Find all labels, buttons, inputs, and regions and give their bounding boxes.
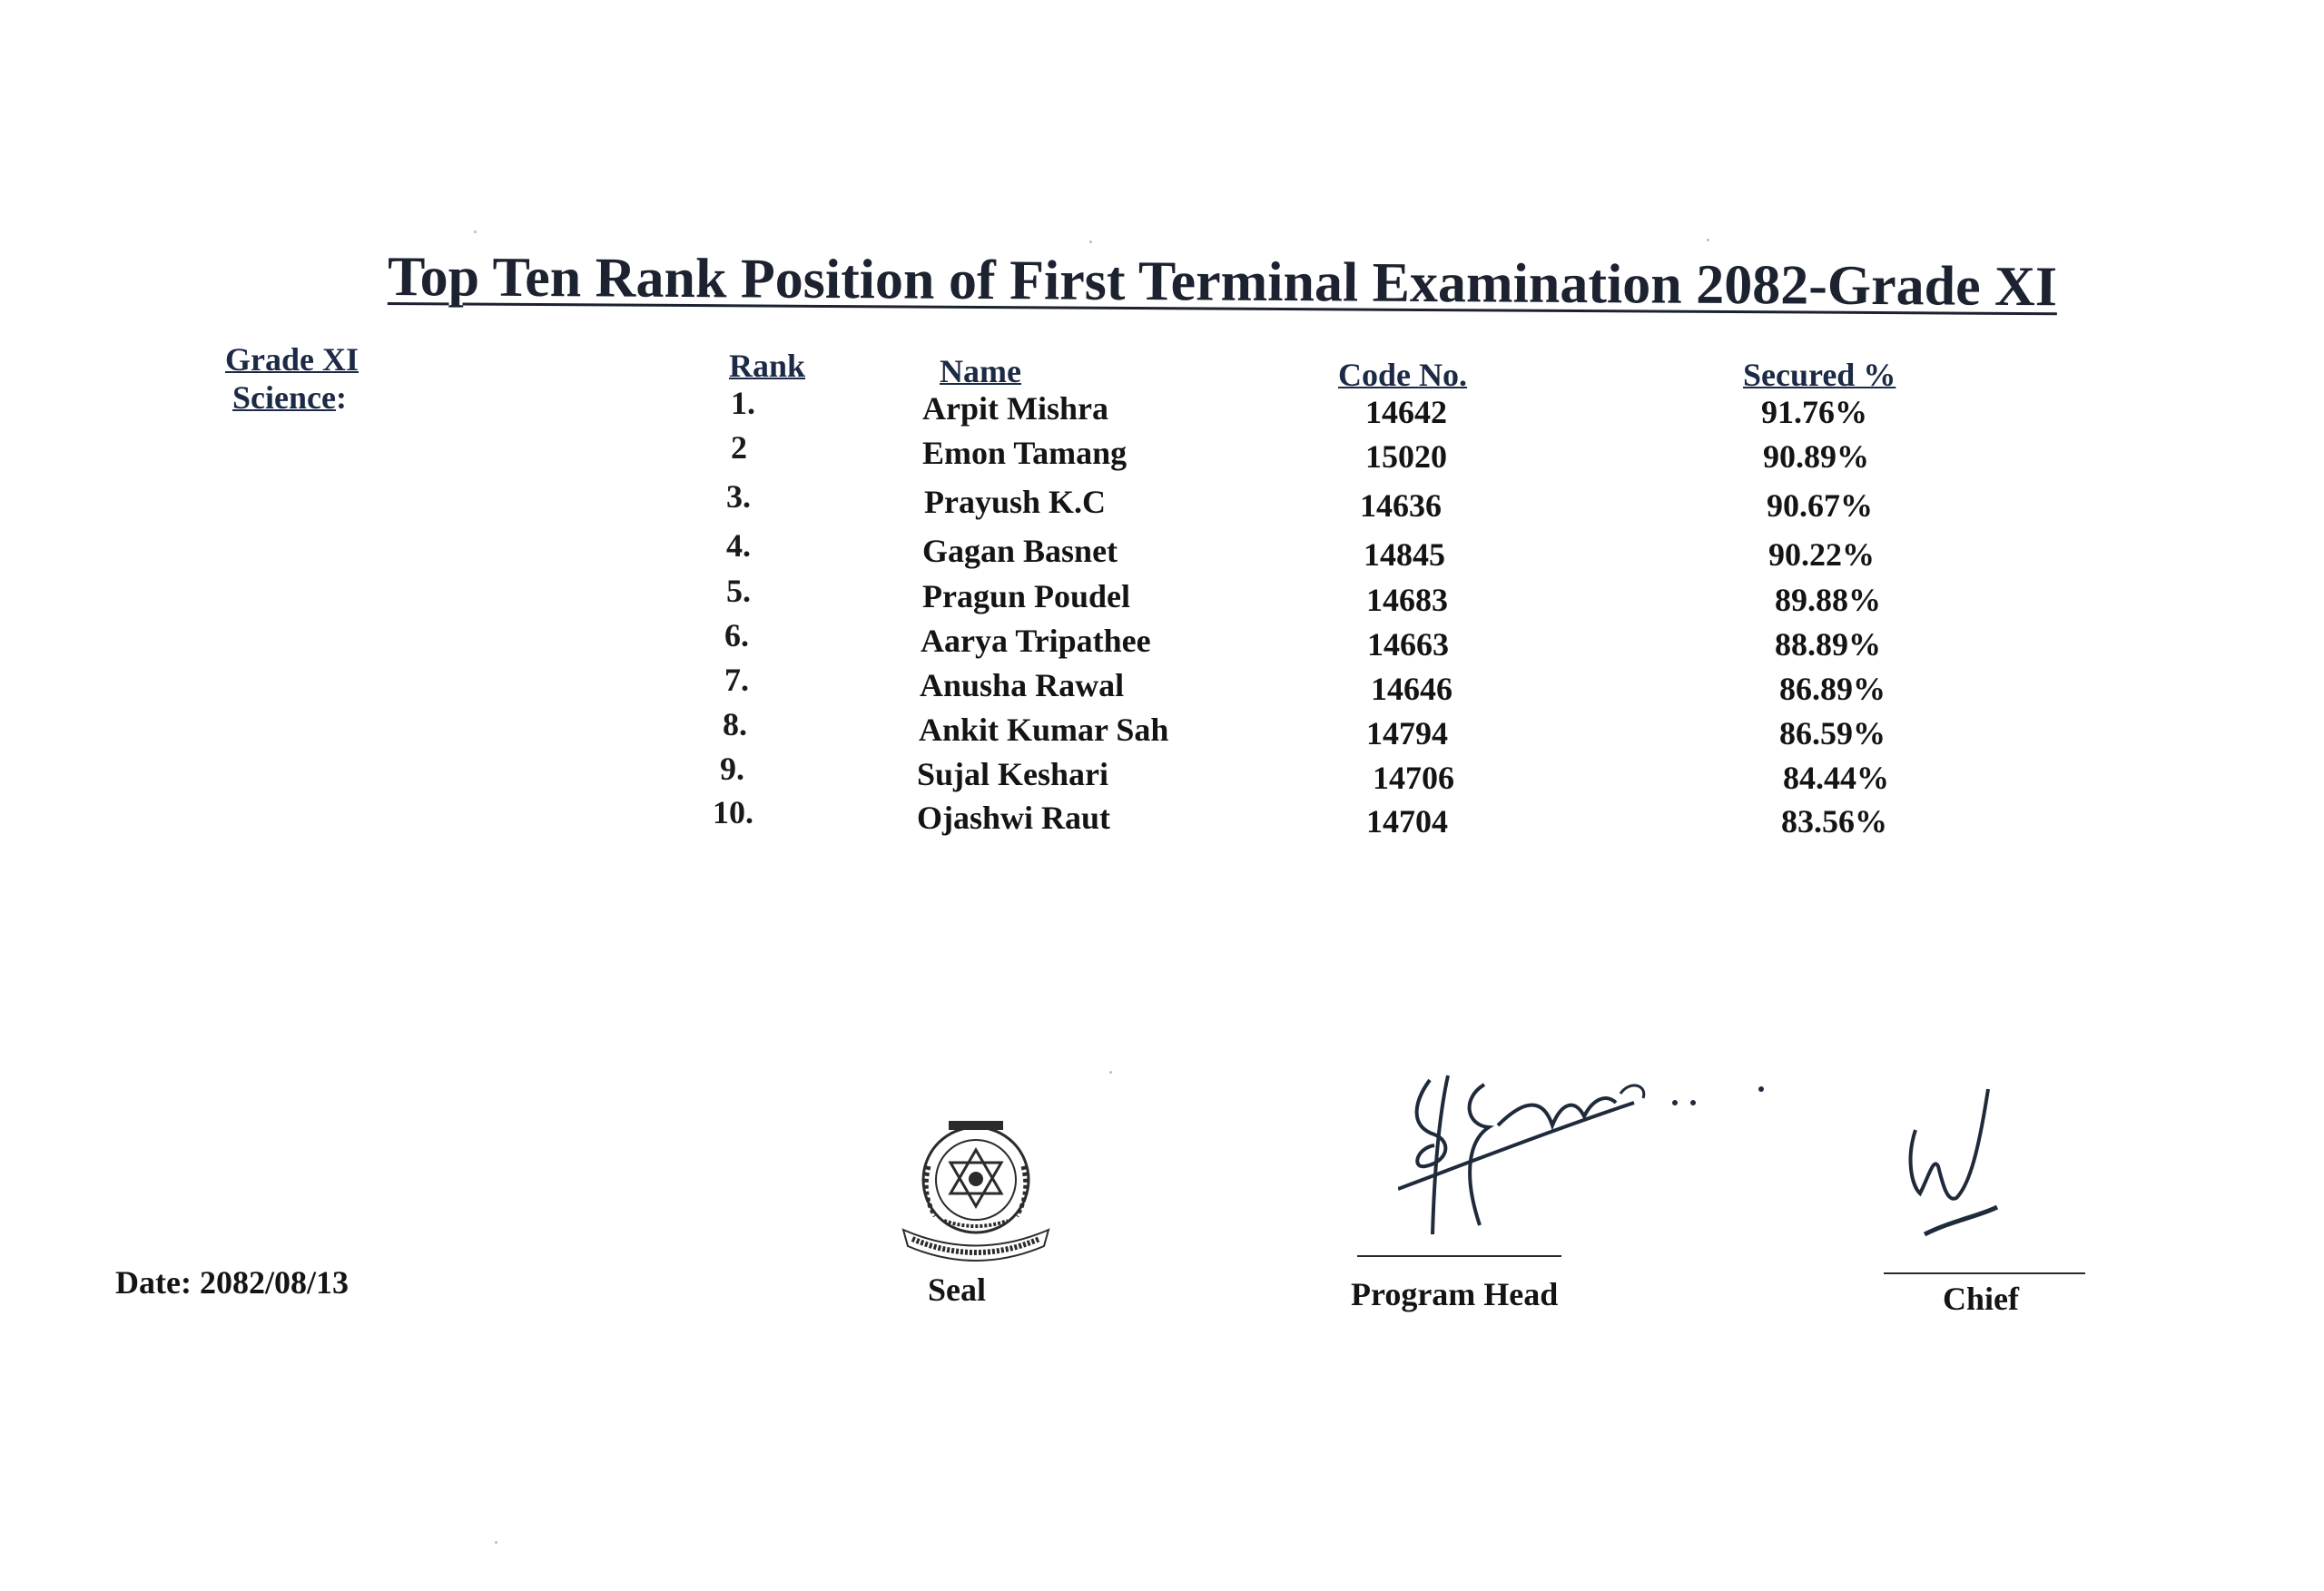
chief-signature bbox=[1897, 1085, 2024, 1266]
cell-rank: 1. bbox=[731, 385, 755, 421]
cell-rank: 8. bbox=[723, 706, 747, 742]
cell-code: 14845 bbox=[1364, 536, 1445, 573]
chief-label: Chief bbox=[1943, 1281, 2019, 1317]
header-rank: Rank bbox=[729, 348, 806, 384]
cell-name: Emon Tamang bbox=[922, 435, 1128, 471]
header-code: Code No. bbox=[1338, 357, 1467, 393]
cell-code: 14642 bbox=[1365, 394, 1447, 430]
cell-secured: 86.89% bbox=[1779, 671, 1886, 707]
speck bbox=[495, 1541, 497, 1544]
category-grade: Grade XI bbox=[225, 341, 359, 378]
program-head-signature bbox=[1398, 1062, 1779, 1243]
cell-secured: 90.67% bbox=[1767, 487, 1873, 524]
speck bbox=[1109, 1071, 1112, 1074]
seal-label: Seal bbox=[928, 1272, 987, 1308]
cell-code: 14663 bbox=[1367, 626, 1449, 663]
cell-secured: 91.76% bbox=[1761, 394, 1867, 430]
cell-secured: 90.22% bbox=[1768, 536, 1875, 573]
cell-name: Prayush K.C bbox=[924, 484, 1107, 520]
speck bbox=[1707, 239, 1709, 241]
cell-secured: 88.89% bbox=[1775, 626, 1881, 663]
cell-name: Sujal Keshari bbox=[917, 756, 1109, 792]
page-title: Top Ten Rank Position of First Terminal Examination 2082-Grade XI bbox=[387, 246, 2058, 319]
cell-code: 14706 bbox=[1373, 760, 1454, 796]
speck bbox=[1089, 241, 1092, 243]
cell-rank: 3. bbox=[726, 478, 751, 515]
cell-rank: 6. bbox=[724, 617, 749, 653]
category-colon: : bbox=[335, 379, 347, 416]
cell-code: 14636 bbox=[1360, 487, 1442, 524]
cell-rank: 7. bbox=[724, 662, 749, 698]
cell-code: 15020 bbox=[1365, 438, 1447, 475]
program-head-label: Program Head bbox=[1351, 1276, 1559, 1312]
cell-rank: 9. bbox=[720, 751, 744, 787]
cell-name: Anusha Rawal bbox=[920, 667, 1125, 703]
cell-secured: 84.44% bbox=[1783, 760, 1889, 796]
cell-code: 14704 bbox=[1366, 803, 1448, 840]
program-head-line bbox=[1357, 1255, 1561, 1257]
speck bbox=[474, 231, 477, 233]
cell-name: Pragun Poudel bbox=[922, 578, 1131, 614]
cell-secured: 83.56% bbox=[1781, 803, 1887, 840]
cell-code: 14683 bbox=[1366, 582, 1448, 618]
header-secured: Secured % bbox=[1743, 357, 1896, 393]
cell-rank: 10. bbox=[713, 794, 753, 830]
cell-secured: 86.59% bbox=[1779, 715, 1886, 751]
cell-code: 14646 bbox=[1371, 671, 1452, 707]
cell-code: 14794 bbox=[1366, 715, 1448, 751]
category-stream bbox=[232, 378, 359, 417]
cell-secured: 89.88% bbox=[1775, 582, 1881, 618]
cell-name: Aarya Tripathee bbox=[921, 623, 1151, 659]
cell-name: Gagan Basnet bbox=[922, 533, 1118, 569]
cell-rank: 4. bbox=[726, 527, 751, 564]
cell-name: Ojashwi Raut bbox=[917, 800, 1111, 836]
cell-name: Ankit Kumar Sah bbox=[919, 712, 1169, 748]
cell-secured: 90.89% bbox=[1763, 438, 1869, 475]
cell-rank: 5. bbox=[726, 573, 751, 609]
category-stream-text: Science bbox=[232, 379, 336, 416]
date-label: Date: 2082/08/13 bbox=[115, 1264, 349, 1301]
institution-seal bbox=[894, 1103, 1058, 1266]
chief-line bbox=[1884, 1272, 2085, 1274]
cell-rank: 2 bbox=[731, 429, 747, 466]
grade-category bbox=[225, 340, 359, 417]
header-name: Name bbox=[940, 353, 1021, 389]
cell-name: Arpit Mishra bbox=[922, 390, 1108, 427]
